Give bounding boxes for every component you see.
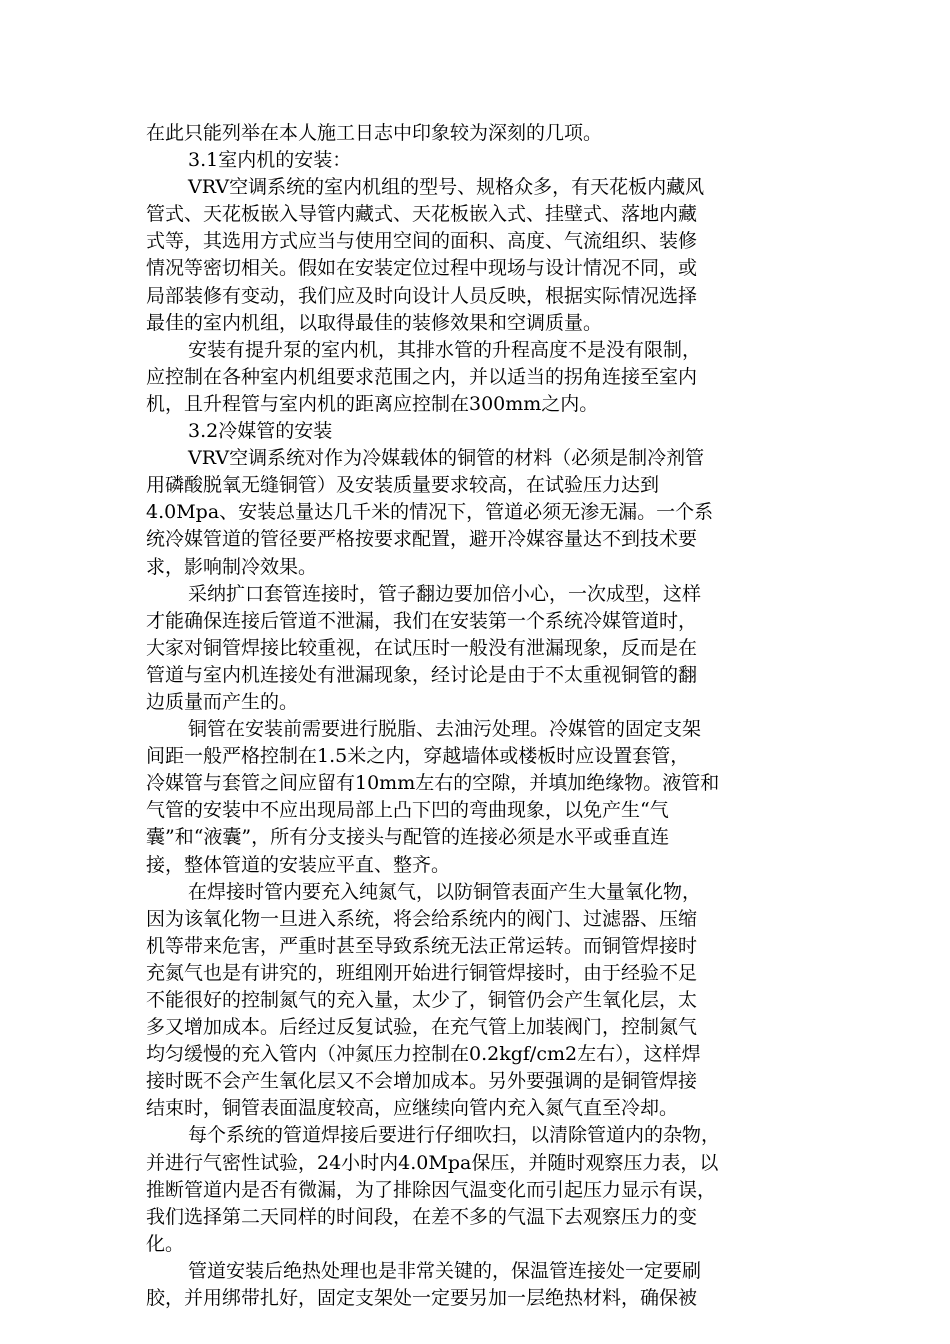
text-line: 不能很好的控制氮气的充入量，太少了，铜管仍会产生氧化层，太: [146, 989, 698, 1011]
text-line: 机等带来危害，严重时甚至导致系统无法正常运转。而铜管焊接时: [146, 934, 698, 957]
text-line: 管道与室内机连接处有泄漏现象，经讨论是由于不太重视铜管的翻: [146, 663, 698, 686]
text-line: 间距一般严格控制在1.5米之内，穿越墙体或楼板时应设置套管，: [146, 745, 690, 768]
text-line: 均匀缓慢的充入管内（冲氮压力控制在0.2kgf/cm2左右），这样焊: [146, 1043, 701, 1066]
text-line: 采纳扩口套管连接时，管子翻边要加倍小心，一次成型，这样: [188, 582, 702, 605]
text-line: 式等，其选用方式应当与使用空间的面积、高度、气流组织、装修: [146, 230, 698, 253]
text-line: 情况等密切相关。假如在安装定位过程中现场与设计情况不同，或: [146, 257, 698, 280]
text-line: 管道安装后绝热处理也是非常关键的，保温管连接处一定要刷: [188, 1259, 702, 1282]
text-line: 胶，并用绑带扎好，固定支架处一定要另加一层绝热材料，确保被: [146, 1287, 698, 1310]
text-line: 4.0Mpa、安装总量达几千米的情况下，管道必须无渗无漏。一个系: [146, 501, 714, 524]
text-line: 囊”和“液囊”，所有分支接头与配管的连接必须是水平或垂直连: [146, 826, 670, 849]
text-line: 3.2冷媒管的安装: [188, 420, 333, 443]
text-line: 我们选择第二天同样的时间段，在差不多的气温下去观察压力的变: [146, 1205, 698, 1228]
text-line: 推断管道内是否有微漏，为了排除因气温变化而引起压力显示有误，: [146, 1178, 717, 1201]
text-line: 气管的安装中不应出现局部上凸下凹的弯曲现象，以免产生“气: [146, 799, 669, 822]
document-body: [146, 120, 816, 1312]
text-line: 求，影响制冷效果。: [146, 555, 318, 578]
text-line: 化。: [146, 1232, 185, 1255]
text-line: 最佳的室内机组，以取得最佳的装修效果和空调质量。: [146, 311, 603, 334]
text-line: 管式、天花板嵌入导管内藏式、天花板嵌入式、挂壁式、落地内藏: [146, 203, 698, 226]
text-line: 冷媒管与套管之间应留有10mm左右的空隙，并填加绝缘物。液管和: [146, 772, 720, 795]
text-line: 结束时，铜管表面温度较高，应继续向管内充入氮气直至冷却。: [146, 1097, 679, 1120]
text-line: 在此只能列举在本人施工日志中印象较为深刻的几项。: [146, 122, 603, 144]
text-line: 在焊接时管内要充入纯氮气，以防铜管表面产生大量氧化物，: [188, 880, 702, 903]
text-line: VRV空调系统对作为冷媒载体的铜管的材料（必须是制冷剂管: [188, 447, 705, 470]
text-line: 铜管在安装前需要进行脱脂、去油污处理。冷媒管的固定支架: [188, 718, 702, 741]
text-line: 统冷媒管道的管径要严格按要求配置，避开冷媒容量达不到技术要: [146, 528, 698, 551]
text-line: 大家对铜管焊接比较重视，在试压时一般没有泄漏现象，反而是在: [146, 636, 698, 659]
text-line: 因为该氧化物一旦进入系统，将会给系统内的阀门、过滤器、压缩: [146, 907, 698, 930]
text-line: 每个系统的管道焊接后要进行仔细吹扫，以清除管道内的杂物，: [188, 1124, 721, 1147]
text-line: 接时既不会产生氧化层又不会增加成本。另外要强调的是铜管焊接: [146, 1070, 698, 1093]
text-line: 充氮气也是有讲究的，班组刚开始进行铜管焊接时，由于经验不足: [146, 961, 698, 984]
text-line: 机，且升程管与室内机的距离应控制在300mm之内。: [146, 392, 599, 415]
text-line: 才能确保连接后管道不泄漏，我们在安装第一个系统冷媒管道时，: [146, 609, 698, 632]
text-line: 多又增加成本。后经过反复试验，在充气管上加装阀门，控制氮气: [146, 1016, 698, 1039]
text-line: 接，整体管道的安装应平直、整齐。: [146, 853, 451, 876]
text-line: 安装有提升泵的室内机，其排水管的升程高度不是没有限制，: [188, 338, 702, 361]
text-line: 应控制在各种室内机组要求范围之内，并以适当的拐角连接至室内: [146, 365, 698, 388]
text-line: VRV空调系统的室内机组的型号、规格众多，有天花板内藏风: [188, 176, 705, 199]
text-line: 边质量而产生的。: [146, 690, 299, 713]
text-line: 3.1室内机的安装：: [188, 149, 352, 172]
text-line: 用磷酸脱氧无缝铜管）及安装质量要求较高，在试验压力达到: [146, 474, 660, 497]
text-line: 并进行气密性试验，24小时内4.0Mpa保压，并随时观察压力表，以: [146, 1151, 719, 1174]
text-line: 局部装修有变动，我们应及时向设计人员反映，根据实际情况选择: [146, 284, 698, 307]
